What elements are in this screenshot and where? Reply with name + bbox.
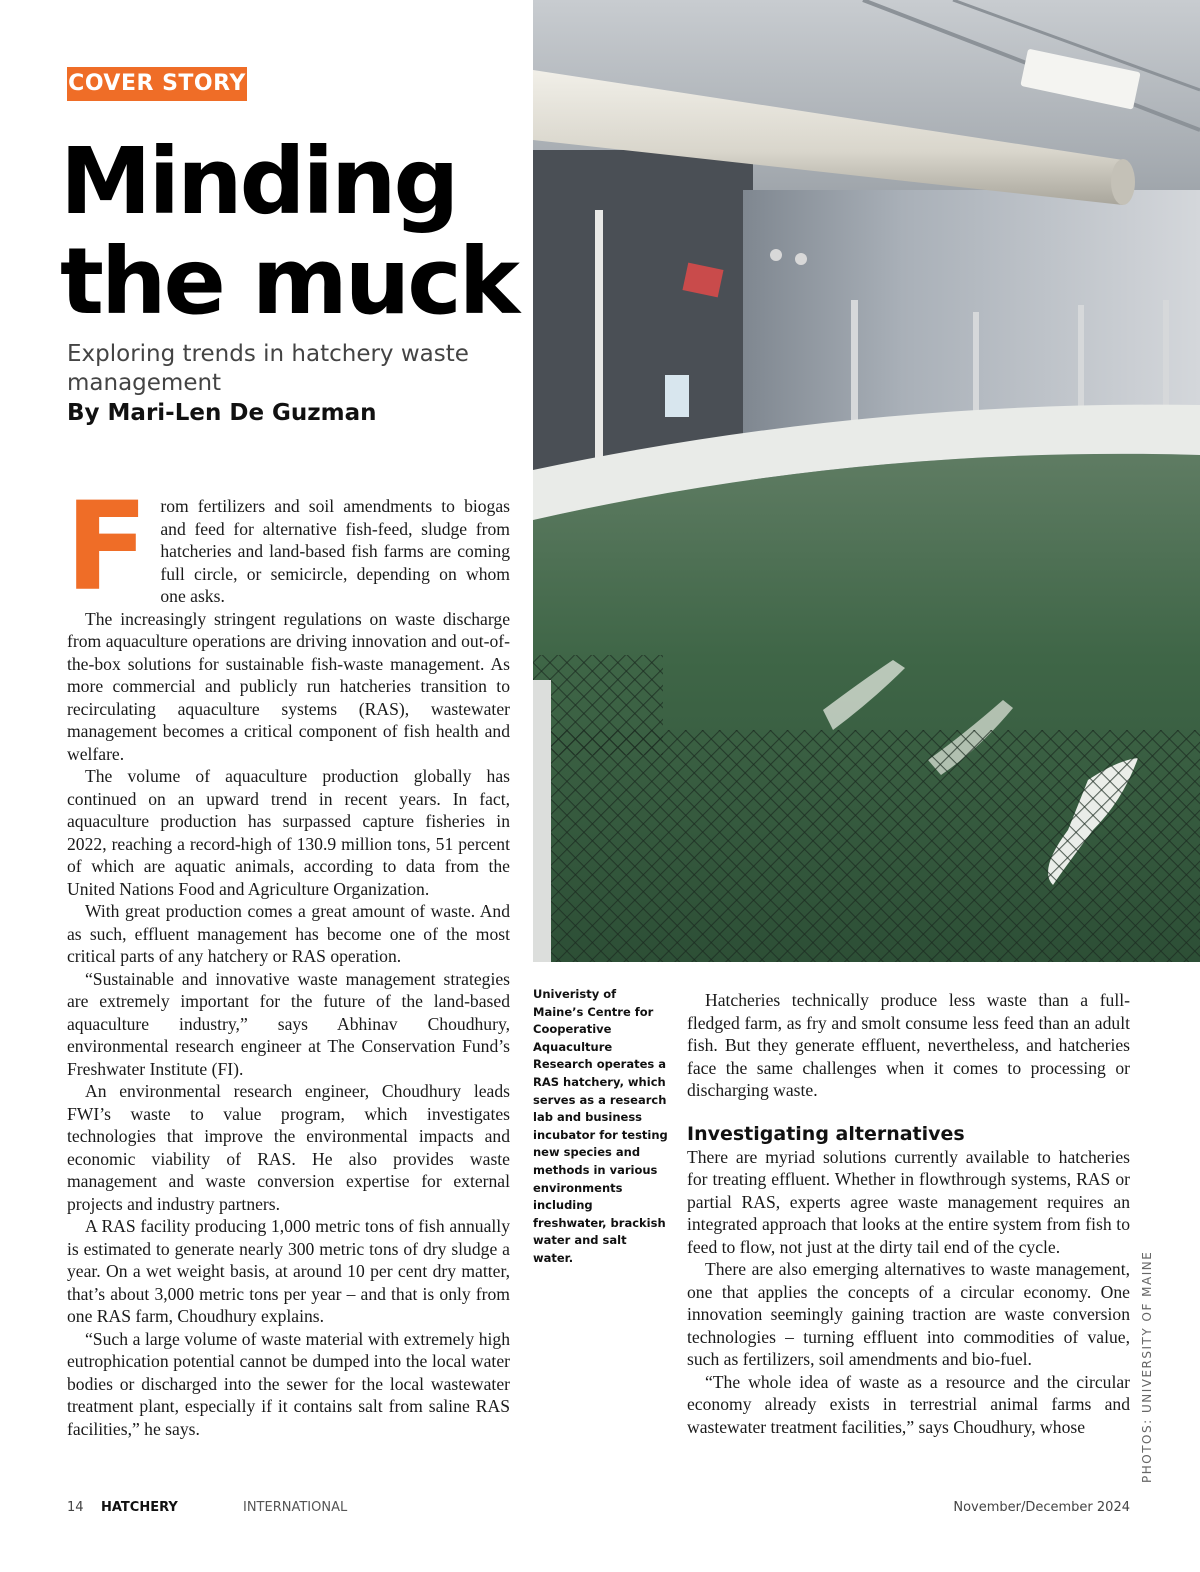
body-paragraph: “Such a large volume of waste material with extremely high eutrophication potential cannot be dumped into the local water bodies or discharged into the sewer for the local wastewater treatment plant, especially if it contains salt from saline RAS facilities,” he says. xyxy=(67,1328,510,1439)
drop-cap: F xyxy=(65,476,149,618)
hatchery-tank-photo xyxy=(533,0,1200,962)
body-paragraph: “Sustainable and innovative waste management strategies are extremely important for the future of the land-based aquaculture industry,” says Abhinav Choudhury, environmental research engineer at The Conservation Fund’s Freshwater Institute (FI). xyxy=(67,968,510,1079)
body-paragraph: There are also emerging alternatives to waste management, one that applies the concepts of a circular economy. One innovation seemingly gaining traction are waste conversion technologies – turning effluent into commodities of value, such as fertilizers, soil amendments and bio-fuel. xyxy=(687,1259,1130,1369)
issue-date: November/December 2024 xyxy=(953,1500,1130,1515)
body-column-left xyxy=(65,476,510,1440)
magazine-name-light: INTERNATIONAL xyxy=(243,1500,348,1515)
page-footer xyxy=(67,1500,1130,1520)
body-paragraph: The volume of aquaculture production globally has continued on an upward trend in recent years. In fact, aquaculture production has surpassed capture fisheries in 2022, reaching a record-high of 130.9 million tons, 51 percent of which are aquatic animals, according to data from the United Nations Food and Agriculture Organization. xyxy=(67,766,510,899)
headline: Minding the muck xyxy=(60,128,517,335)
lead-paragraph: rom fertilizers and soil amendments to biogas and feed for alternative fish-feed, sludge from hatcheries and land-based fish farms are coming full circle, or semicircle, depending on whom one asks. xyxy=(160,496,510,606)
body-paragraph: With great production comes a great amount of waste. And as such, effluent management has become one of the most critical parts of any hatchery or RAS operation. xyxy=(67,901,510,966)
page-number: 14 xyxy=(67,1500,84,1515)
body-paragraph: Hatcheries technically produce less waste than a full-fledged farm, as fry and smolt consume less feed than an adult fish. But they generate effluent, nevertheless, and hatcheries face the same challenges when it comes to processing or discharging waste. xyxy=(687,990,1130,1100)
body-paragraph: The increasingly stringent regulations on waste discharge from aquaculture operations are driving innovation and out-of-the-box solutions for sustainable fish-waste management. As more commercial and publicly run hatcheries transition to recirculating aquaculture systems (RAS), wastewater management becomes a critical component of fish health and welfare. xyxy=(67,608,510,764)
body-paragraph: An environmental research engineer, Choudhury leads FWI’s waste to value program, which investigates technologies that improve the environmental impacts and economic viability of RAS. He also provides waste management and waste conversion expertise for external projects and industry partners. xyxy=(67,1081,510,1214)
photo-caption: Univeristy of Maine’s Centre for Cooperative Aquaculture Research operates a RAS hatchery, which serves as a research lab and business incubator for testing new species and methods in various environments including freshwater, brackish water and salt water. xyxy=(533,987,668,1265)
section-tag: COVER STORY xyxy=(67,67,247,101)
body-column-right xyxy=(687,989,1130,1438)
body-paragraph: A RAS facility producing 1,000 metric tons of fish annually is estimated to generate nearly 300 metric tons of dry sludge a year. On a wet weight basis, at around 10 per cent dry matter, that’s about 3,000 metric tons per year – and that is only from one RAS farm, Choudhury explains. xyxy=(67,1216,510,1326)
body-paragraph: There are myriad solutions currently available to hatcheries for treating effluent. Whether in flowthrough systems, RAS or partial RAS, experts agree waste management requires an integrated approach that looks at the entire system from fish to feed to flow, not just at the dirty tail end of the cycle. xyxy=(687,1146,1130,1257)
magazine-name-bold: HATCHERY xyxy=(101,1500,178,1515)
body-paragraph: “The whole idea of waste as a resource and the circular economy already exists in terrestrial animal farms and wastewater treatment facilities,” says Choudhury, whose xyxy=(687,1371,1130,1437)
deck: Exploring trends in hatchery waste management xyxy=(67,341,469,396)
byline: By Mari-Len De Guzman xyxy=(67,400,377,426)
photo-credit: PHOTOS: UNIVERSITY OF MAINE xyxy=(1140,1250,1154,1483)
section-subhead: Investigating alternatives xyxy=(687,1122,965,1145)
